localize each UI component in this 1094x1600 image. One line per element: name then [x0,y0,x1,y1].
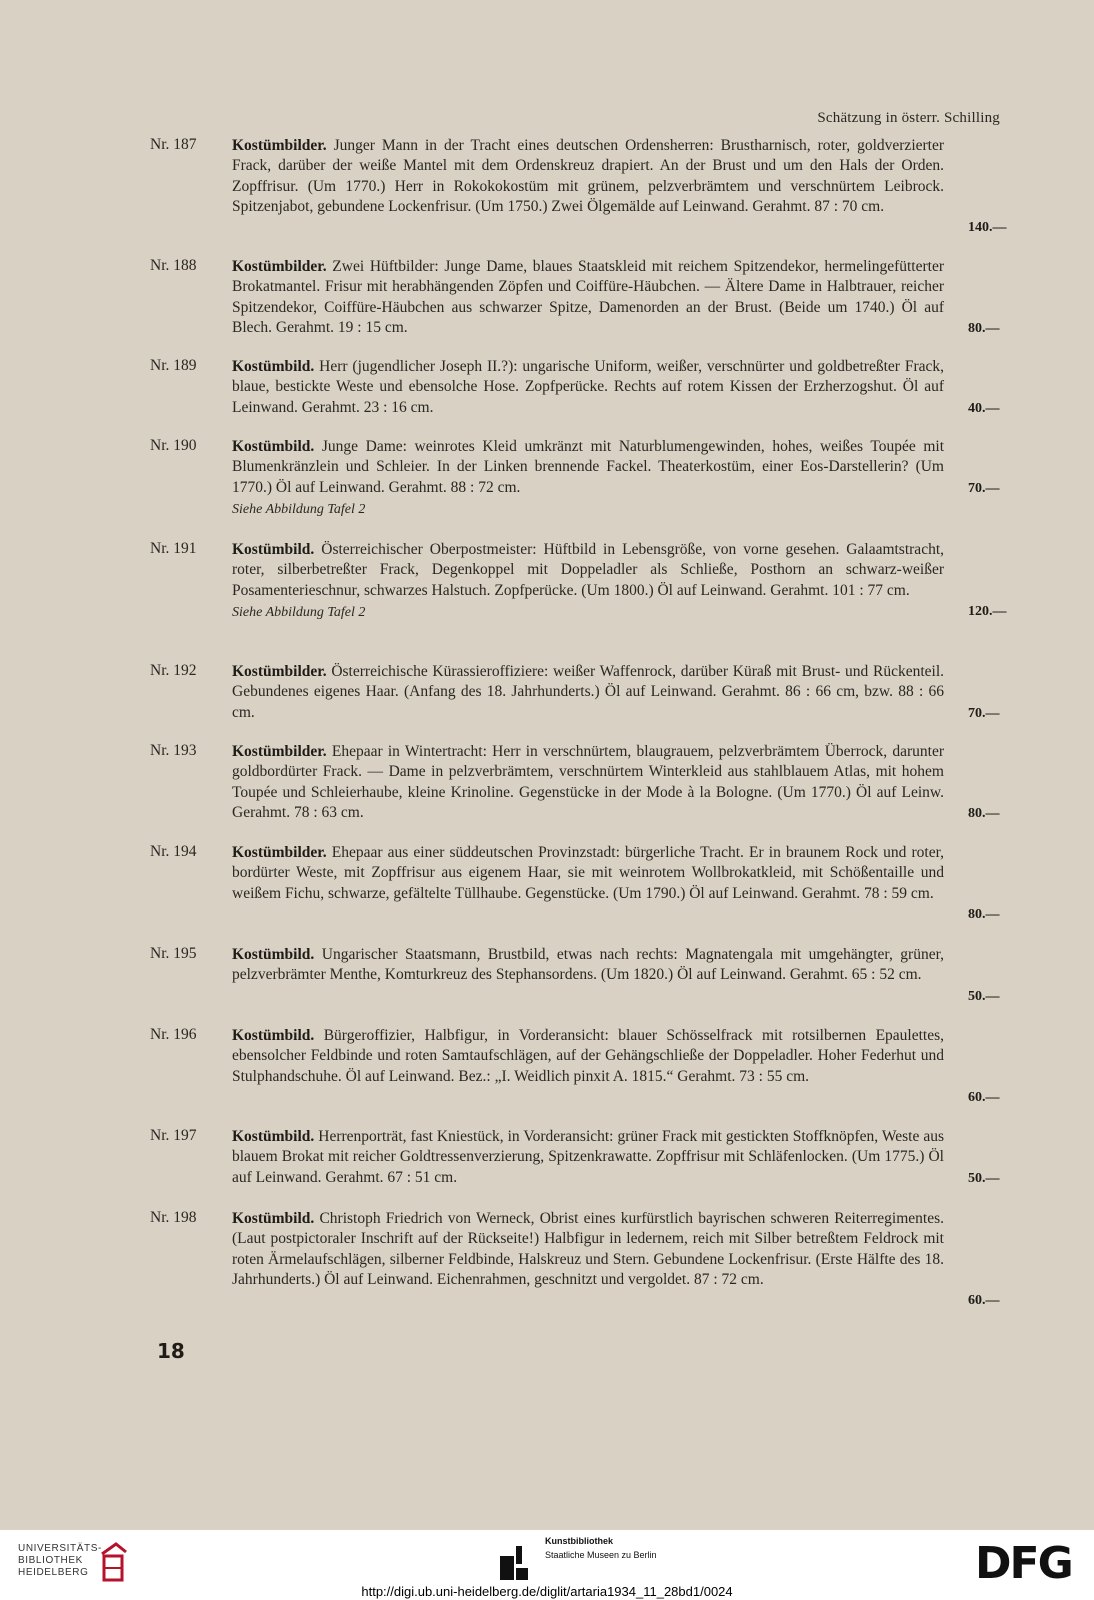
entry-text [232,945,944,986]
entry-number: Nr. 192 [150,662,197,679]
entry-title: Kostümbilder. [232,663,327,680]
entry-price: 70.— [968,481,1000,496]
entry-number: Nr. 187 [150,136,197,153]
entry-price: 80.— [968,806,1000,821]
entry-text [232,1127,944,1188]
entry-price: 50.— [968,1171,1000,1186]
entry-title: Kostümbilder. [232,258,327,275]
entry-text [232,357,944,418]
heidelberg-logo-icon[interactable] [98,1540,128,1584]
entry-text [232,662,944,723]
entry-title: Kostümbild. [232,1027,315,1044]
entry-price: 70.— [968,706,1000,721]
plate-reference: Siehe Abbildung Tafel 2 [232,604,366,620]
entry-title: Kostümbild. [232,358,315,375]
entry-number: Nr. 188 [150,257,197,274]
entry-title: Kostümbilder. [232,137,327,154]
entry-title: Kostümbild. [232,1210,315,1227]
entry-number: Nr. 194 [150,843,197,860]
entry-price: 120.— [968,604,1007,619]
entry-price: 40.— [968,401,1000,416]
entry-number: Nr. 197 [150,1127,197,1144]
entry-number: Nr. 191 [150,540,197,557]
entry-text [232,742,944,823]
entry-text [232,437,944,520]
entry-price: 80.— [968,907,1000,922]
kunstbibliothek-title: Kunstbibliothek [545,1536,613,1546]
entry-description: Österreichische Kürassieroffiziere: weißer Waffenrock, darüber Küraß mit Brust- und Rückenteil. Gebundenes eigenes Haar. (Anfang des 18. Jahrhunderts.) Öl auf Leinwand. Gerahmt. 86 : 66 cm, bzw. 88 : 66 cm. [232,663,944,721]
entry-text [232,843,944,904]
entry-text [232,1026,944,1087]
entry-description: Ehepaar in Wintertracht: Herr in verschnürtem, blaugrauem, pelzverbrämtem Überrock, darunter goldbordürter Frack. — Dame in pelzverbrämtem, verschnürtem Winterkleid aus stahlblauem Atlas, mit hohem Toupée und Schleierhaube, kleine Krinoline. Gegenstücke in der Mode à la Bologne. (Um 1770.) Öl auf Leinw. Gerahmt. 78 : 63 cm. [232,743,945,821]
entry-price: 60.— [968,1090,1000,1105]
entry-description: Zwei Hüftbilder: Junge Dame, blaues Staatskleid mit reichem Spitzendekor, hermelingefütterter Brokatmantel. Frisur mit herabhängenden Zöpfen und Coiffüre-Häubchen. — Ältere Dame in Halbtrauer, reicher Spitzendekor, Coiffüre-Häubchen aus schwarzer Spitze, Damenorden an der Brust. (Beide um 1740.) Öl auf Blech. Gerahmt. 19 : 15 cm. [232,258,945,336]
entry-description: Junge Dame: weinrotes Kleid umkränzt mit Naturblumengewinden, hohes, weißes Toupée mit Blumenkränzlein und Schleier. In der Linken brennende Fackel. Theaterkostüm, einer Eos-Darstellerin? (Um 1770.) Öl auf Leinwand. Gerahmt. 88 : 72 cm. [232,438,945,496]
plate-reference: Siehe Abbildung Tafel 2 [232,501,366,517]
source-url[interactable]: http://digi.ub.uni-heidelberg.de/diglit/artaria1934_11_28bd1/0024 [361,1584,733,1599]
heidelberg-library-label [18,1543,102,1579]
entry-title: Kostümbilder. [232,743,327,760]
entry-number: Nr. 195 [150,945,197,962]
library-name-line: BIBLIOTHEK [18,1555,83,1566]
entry-title: Kostümbild. [232,541,315,558]
entry-description: Junger Mann in der Tracht eines deutschen Ordensherren: Brustharnisch, roter, goldverzierter Frack, darüber der weiße Mantel mit dem Ordenskreuz drapiert. An der Brust und um den Hals der Orden. Zopffrisur. (Um 1770.) Herr in Rokokokostüm mit grünem, pelzverbrämtem und verschnürtem Leibrock. Spitzenjabot, gebundene Lockenfrisur. (Um 1750.) Zwei Ölgemälde auf Leinwand. Gerahmt. 87 : 70 cm. [232,137,945,215]
entry-number: Nr. 198 [150,1209,197,1226]
library-name-line: HEIDELBERG [18,1567,89,1578]
entry-description: Herr (jugendlicher Joseph II.?): ungarische Uniform, weißer, verschnürter und goldbetreßter Frack, blaue, bestickte Weste und ebensolche Hose. Zopfperücke. Rechts auf rotem Kissen der Erzherzogshut. Öl auf Leinwand. Gerahmt. 23 : 16 cm. [232,358,944,416]
estimate-header: Schätzung in österr. Schilling [817,110,1000,126]
entry-text [232,136,944,217]
dfg-logo[interactable]: DFG [975,1538,1072,1589]
entry-description: Bürgeroffizier, Halbfigur, in Vorderansicht: blauer Schösselfrack mit rotsilbernen Epaulettes, ebensolcher Feldbinde und roten Samtaufschlägen, auf der Gehängschließe der Doppeladler. Hoher Federhut und Stulphandschuhe. Öl auf Leinwand. Bez.: „I. Weidlich pinxit A. 1815.“ Gerahmt. 73 : 55 cm. [232,1027,945,1085]
entry-text [232,257,944,338]
library-name-line: UNIVERSITÄTS- [18,1543,102,1554]
entry-description: Ungarischer Staatsmann, Brustbild, etwas nach rechts: Magnatengala mit umgehängter, grüner, pelzverbrämter Menthe, Komturkreuz des Stephansordens. (Um 1820.) Öl auf Leinwand. Gerahmt. 65 : 52 cm. [232,946,945,984]
entry-title: Kostümbild. [232,438,315,455]
entry-price: 140.— [968,220,1007,235]
entry-number: Nr. 189 [150,357,197,374]
entry-description: Ehepaar aus einer süddeutschen Provinzstadt: bürgerliche Tracht. Er in braunem Rock und roter, bordürter Weste, mit Zopffrisur aus eigenem Haar, sie mit weinrotem Wollbrokatkleid, mit Schößentaille und weißem Fichu, schwarze, gefältelte Tüllhaube. Gegenstücke. (Um 1790.) Öl auf Leinwand. Gerahmt. 78 : 59 cm. [232,844,945,902]
entry-title: Kostümbild. [232,946,315,963]
entry-number: Nr. 190 [150,437,197,454]
entry-description: Österreichischer Oberpostmeister: Hüftbild in Lebensgröße, von vorne gesehen. Galaamtstracht, roter, silberbetreßter Frack, Degenkoppel mit Doppeladler als Schließe, Posthorn an schwarz-weißer Posamenterieschnur, schwarzes Halstuch. Zopfperücke. (Um 1800.) Öl auf Leinwand. Gerahmt. 101 : 77 cm. [232,541,945,599]
entry-title: Kostümbild. [232,1128,315,1145]
entry-title: Kostümbilder. [232,844,327,861]
entry-description: Herrenporträt, fast Kniestück, in Vorderansicht: grüner Frack mit gestickten Stoffknöpfen, Weste aus blauem Brokat mit reicher Goldtressenverzierung, Spitzenkrawatte. Zopffrisur mit Schläfenlocken. (Um 1775.) Öl auf Leinwand. Gerahmt. 67 : 51 cm. [232,1128,945,1186]
entry-price: 50.— [968,989,1000,1004]
entry-price: 60.— [968,1293,1000,1308]
page-number: 18 [157,1339,185,1363]
kunstbibliothek-label [545,1534,657,1562]
entry-description: Christoph Friedrich von Werneck, Obrist eines kurfürstlich bayrischen schweren Reiterregimentes. (Laut postpictoraler Inschrift auf der Rückseite!) Halbfigur in ledernem, reich mit Silber betreßtem Feldrock mit roten Ärmelaufschlägen, silberner Feldbinde, Halskreuz und Stern. Gebundene Lockenfrisur. (Erste Hälfte des 18. Jahrhunderts.) Öl auf Leinwand. Eichenrahmen, geschnitzt und vergoldet. 87 : 72 cm. [232,1210,945,1288]
entry-text [232,540,944,623]
entry-text [232,1209,944,1290]
entry-price: 80.— [968,321,1000,336]
kunstbibliothek-logo-icon[interactable] [500,1546,530,1580]
entry-number: Nr. 193 [150,742,197,759]
entry-number: Nr. 196 [150,1026,197,1043]
kunstbibliothek-subtitle: Staatliche Museen zu Berlin [545,1550,657,1560]
